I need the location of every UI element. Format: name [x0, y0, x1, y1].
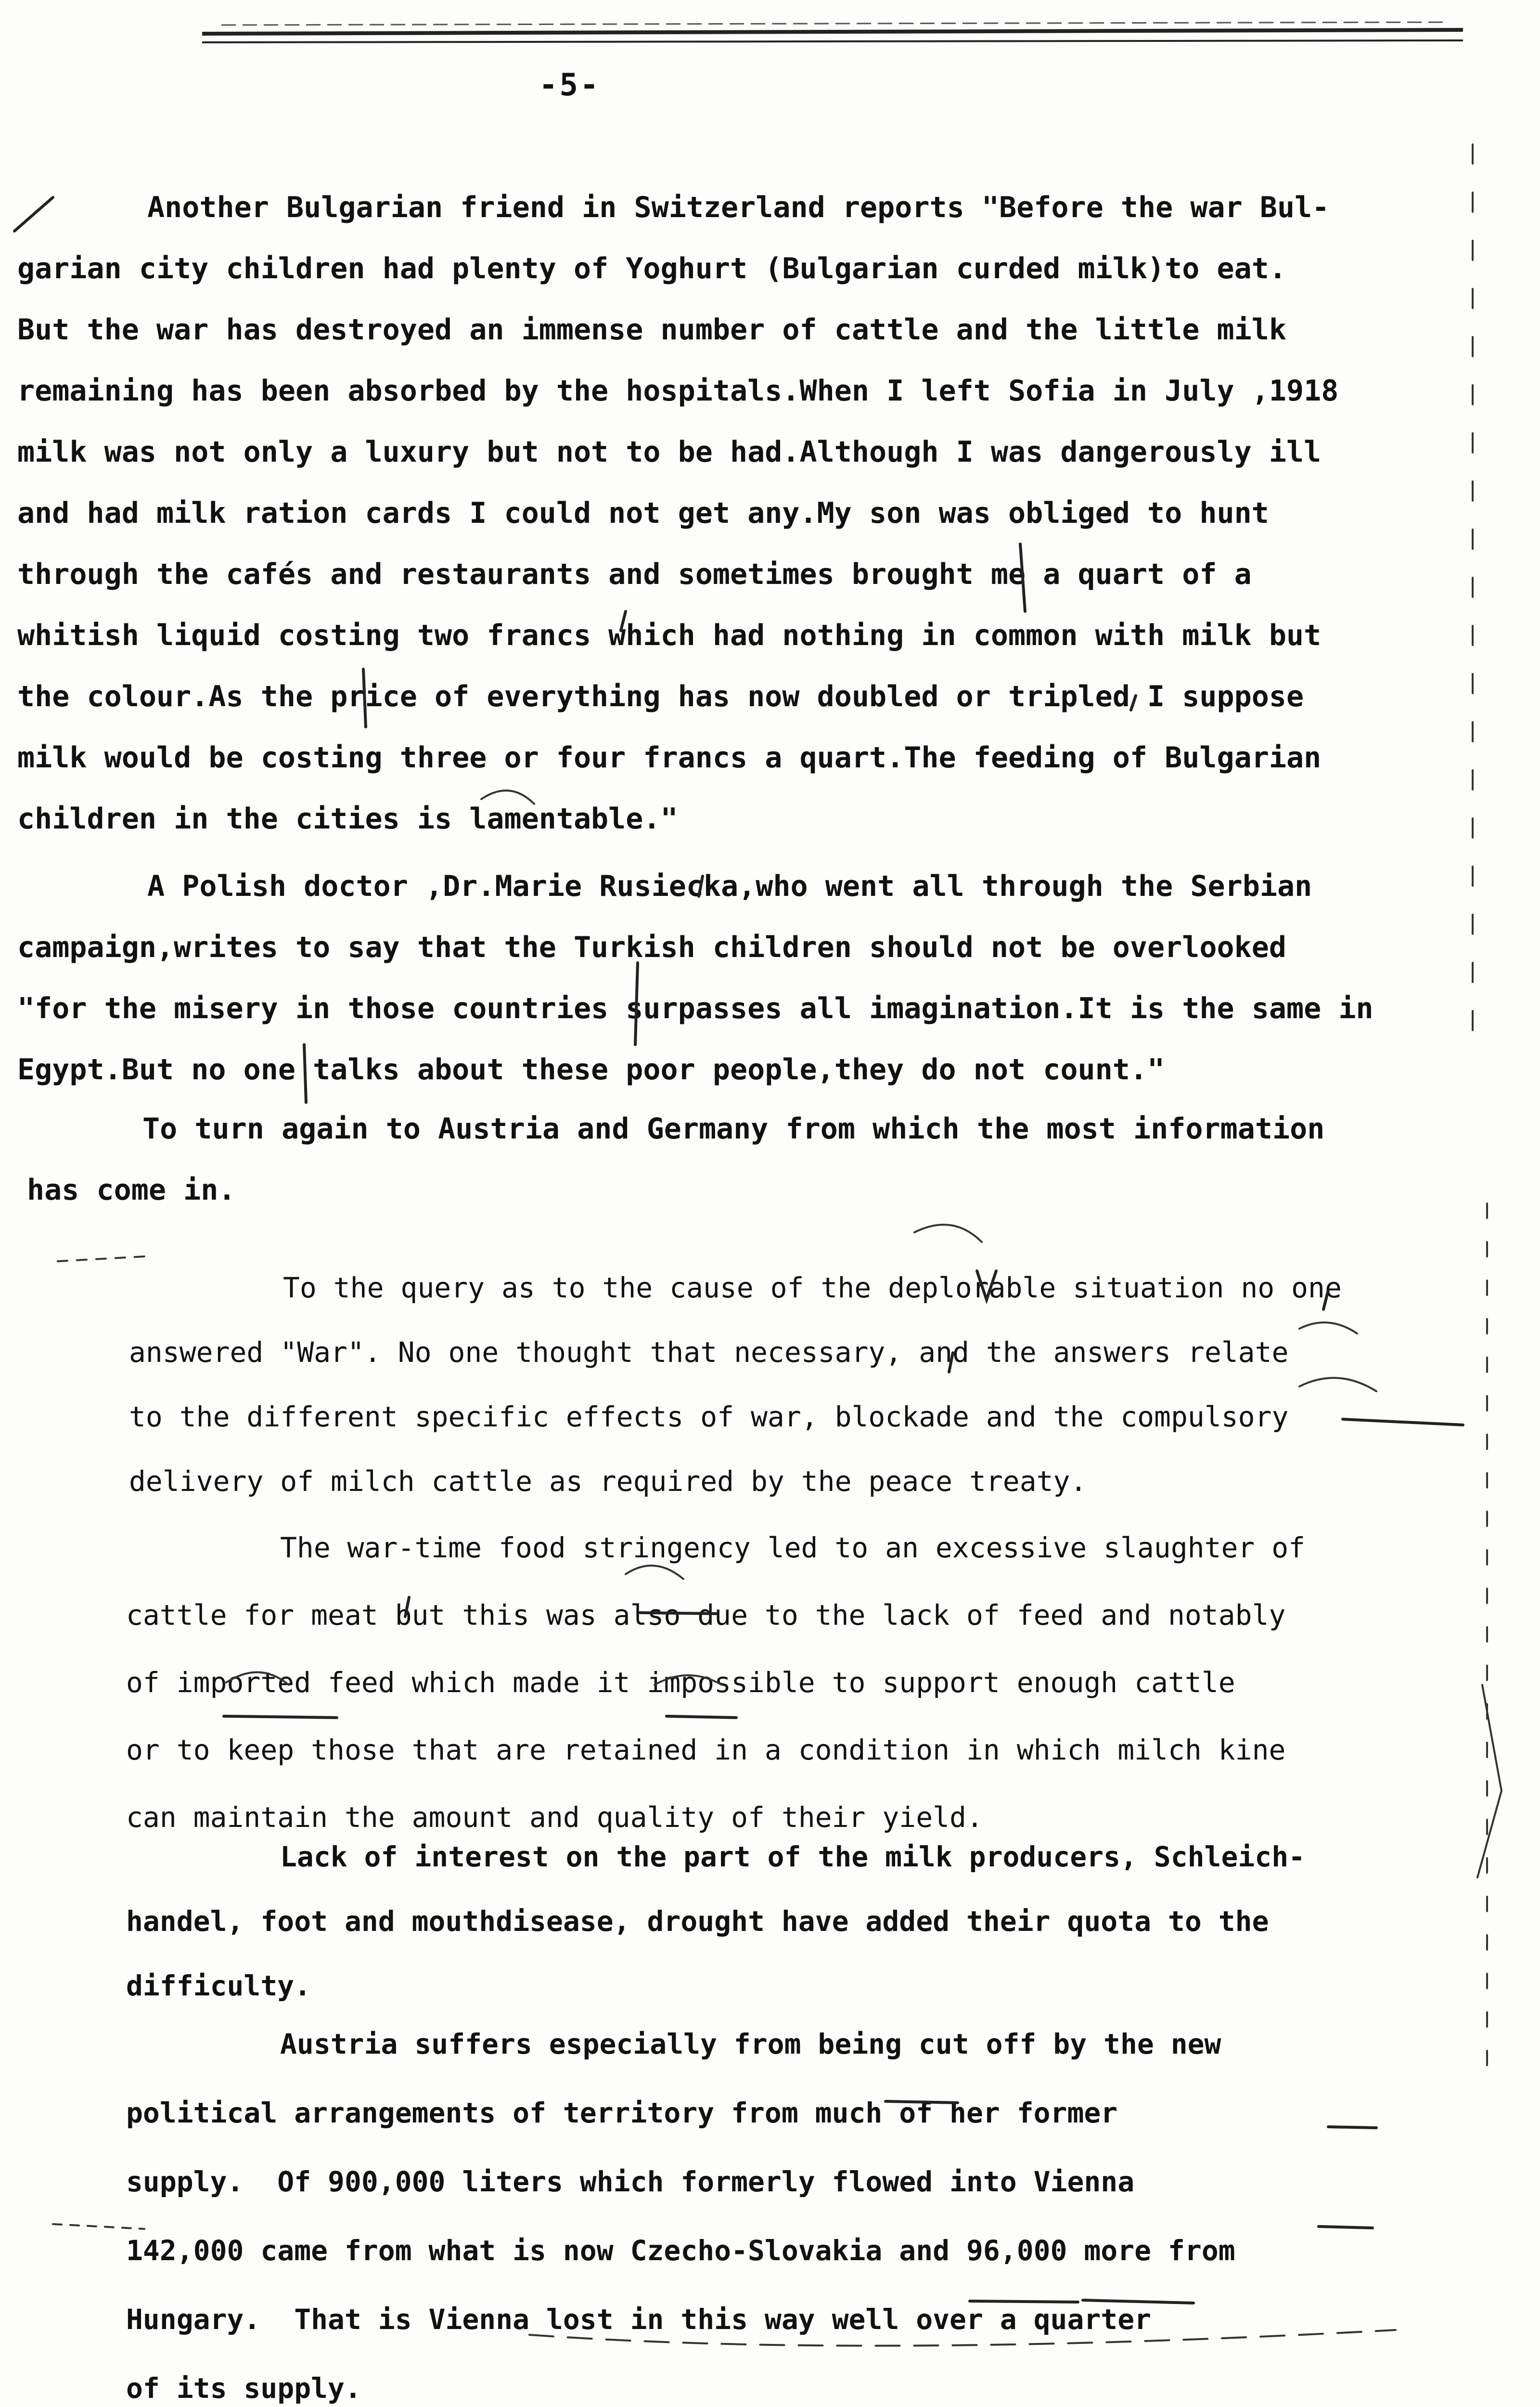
text-line: "for the misery in those countries surpasses all imagination.It is the same in [17, 992, 1373, 1025]
handwritten-annotation [914, 1225, 982, 1242]
top-edge-rule [202, 19, 1463, 48]
text-line: The war-time food stringency led to an excessive slaughter of [280, 1531, 1306, 1564]
strike-through [1328, 2127, 1376, 2128]
text-line: milk would be costing three or four francs a quart.The feeding of Bulgarian [17, 741, 1322, 775]
paragraph-query-cause [129, 1255, 1342, 1514]
text-line: Hungary. That is Vienna lost in this way well over a quarter [126, 2303, 1152, 2336]
text-line: campaign,writes to say that the Turkish children should not be overlooked [17, 931, 1286, 964]
text-line: To turn again to Austria and Germany from which the most information [142, 1112, 1325, 1146]
text-line: garian city children had plenty of Yoghurt (Bulgarian curded milk)to eat. [17, 252, 1286, 285]
text-line: of its supply. [126, 2372, 361, 2405]
text-line: delivery of milch cattle as required by the peace treaty. [129, 1465, 1087, 1498]
paragraph-austria-supply [126, 2010, 1235, 2407]
text-line: A Polish doctor ,Dr.Marie Rusiecka,who went all through the Serbian [147, 869, 1312, 903]
text-line: political arrangements of territory from much of her former [126, 2096, 1118, 2129]
text-line: can maintain the amount and quality of their yield. [126, 1801, 983, 1834]
text-line: through the cafés and restaurants and sometimes brought me a quart of a [17, 557, 1252, 591]
text-line: Austria suffers especially from being cut off by the new [280, 2028, 1221, 2060]
page-number: -5- [539, 67, 601, 103]
paragraph-food-stringency [126, 1514, 1305, 1851]
text-line: To the query as to the cause of the deplorable situation no one [283, 1271, 1342, 1304]
paragraph-bulgarian-friend [17, 177, 1338, 850]
text-line: Egypt.But no one talks about these poor people,they do not count." [17, 1053, 1165, 1087]
text-line: But the war has destroyed an immense number of cattle and the little milk [17, 313, 1286, 347]
right-margin-scribble [1477, 1685, 1502, 1877]
text-line: to the different specific effects of war, blockade and the compulsory [129, 1400, 1289, 1433]
text-line: cattle for meat but this was also due to the lack of feed and notably [126, 1599, 1286, 1631]
text-line: difficulty. [126, 1969, 311, 2002]
text-line: handel, foot and mouthdisease, drought have added their quota to the [126, 1905, 1269, 1938]
paragraph-austria-germany [27, 1099, 1324, 1221]
paragraph-polish-doctor [17, 856, 1373, 1100]
text-line: supply. Of 900,000 liters which formerly flowed into Vienna [126, 2165, 1135, 2198]
paragraph-lack-of-interest [126, 1825, 1305, 2018]
text-line: milk was not only a luxury but not to be had.Although I was dangerously ill [17, 435, 1322, 469]
text-line: 142,000 came from what is now Czecho-Slovakia and 96,000 more from [126, 2234, 1235, 2267]
text-line: or to keep those that are retained in a condition in which milch kine [126, 1734, 1286, 1766]
text-line: remaining has been absorbed by the hospitals.When I left Sofia in July ,1918 [17, 374, 1339, 408]
text-line: children in the cities is lamentable." [17, 802, 678, 836]
text-line: Lack of interest on the part of the milk producers, Schleich- [280, 1840, 1306, 1873]
text-line: of imported feed which made it impossible to support enough cattle [126, 1666, 1235, 1699]
text-line: Another Bulgarian friend in Switzerland reports "Before the war Bul- [147, 191, 1330, 224]
text-line: the colour.As the price of everything has now doubled or tripled I suppose [17, 680, 1304, 713]
text-line: and had milk ration cards I could not get any.My son was obliged to hunt [17, 496, 1269, 530]
text-line: answered "War". No one thought that necessary, and the answers relate [129, 1336, 1289, 1369]
strike-through [1319, 2226, 1373, 2228]
text-line: whitish liquid costing two francs which had nothing in common with milk but [17, 619, 1322, 652]
text-line: has come in. [27, 1173, 236, 1207]
strike-through [1343, 1419, 1463, 1425]
